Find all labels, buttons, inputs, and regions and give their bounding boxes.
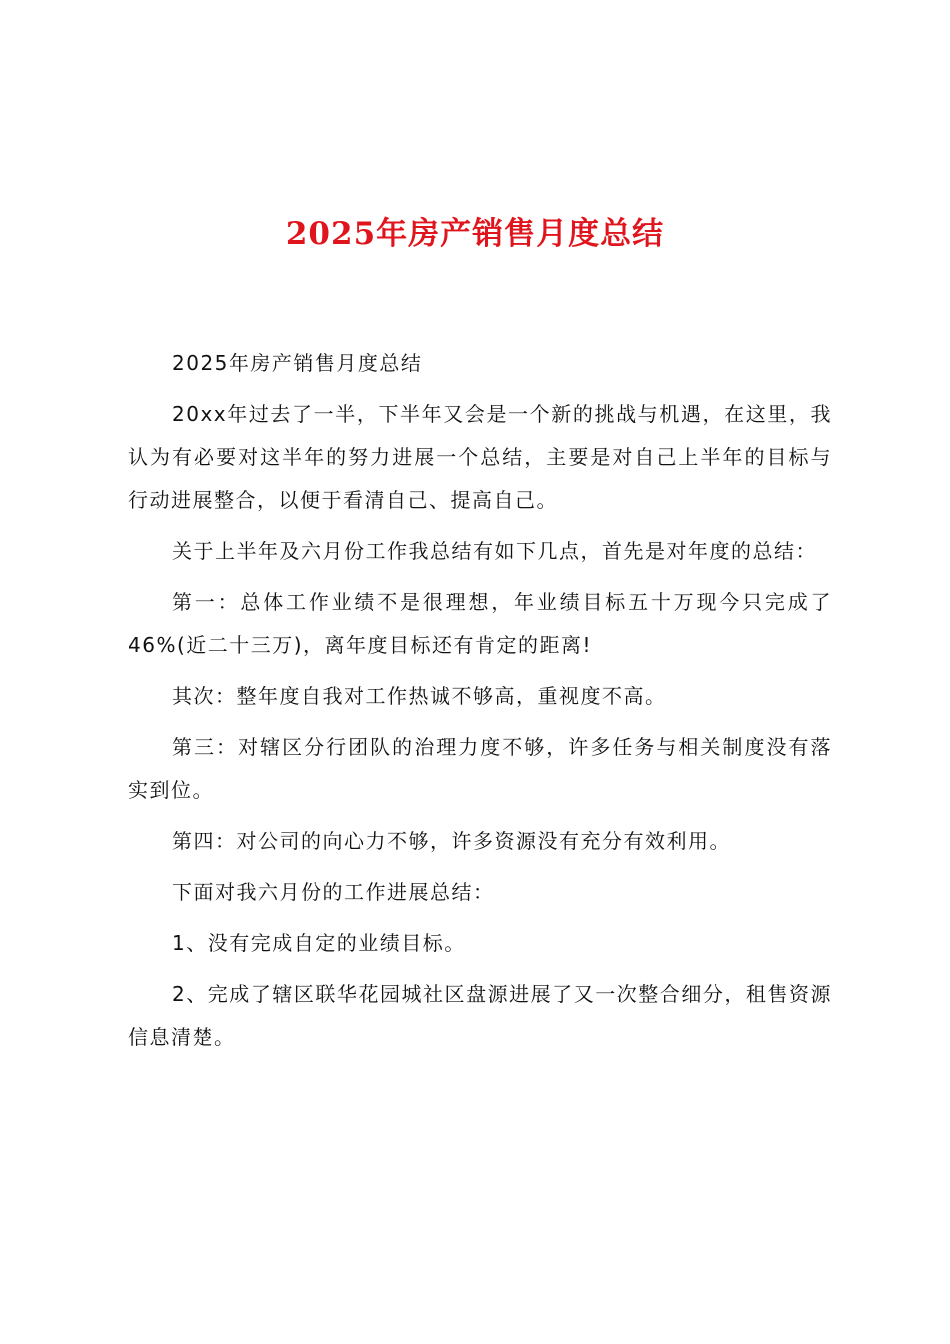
paragraph-point-2: 其次：整年度自我对工作热诚不够高，重视度不高。 [172, 684, 667, 708]
paragraph-point-4: 第四：对公司的向心力不够，许多资源没有充分有效利用。 [172, 829, 731, 853]
paragraph-point-3: 第三：对辖区分行团队的治理力度不够，许多任务与相关制度没有落实到位。 [128, 735, 832, 802]
paragraph-point-1: 第一：总体工作业绩不是很理想，年业绩目标五十万现今只完成了46%(近二十三万)，离年度目标还有肯定的距离! [128, 590, 832, 657]
document-title: 2025年房产销售月度总结 [285, 216, 665, 252]
paragraph-june-item-1: 1、没有完成自定的业绩目标。 [172, 931, 466, 955]
paragraph-june-lead: 下面对我六月份的工作进展总结： [172, 880, 495, 904]
document-body [128, 342, 832, 1067]
paragraph-heading-repeat: 2025年房产销售月度总结 [172, 351, 423, 375]
paragraph-summary-lead: 关于上半年及六月份工作我总结有如下几点，首先是对年度的总结： [172, 539, 817, 563]
paragraph-june-item-2: 2、完成了辖区联华花园城社区盘源进展了又一次整合细分，租售资源信息清楚。 [128, 982, 832, 1049]
paragraph-intro: 20xx年过去了一半，下半年又会是一个新的挑战与机遇，在这里，我认为有必要对这半年的努力进展一个总结，主要是对自己上半年的目标与行动进展整合，以便于看清自己、提高自己。 [128, 402, 832, 512]
